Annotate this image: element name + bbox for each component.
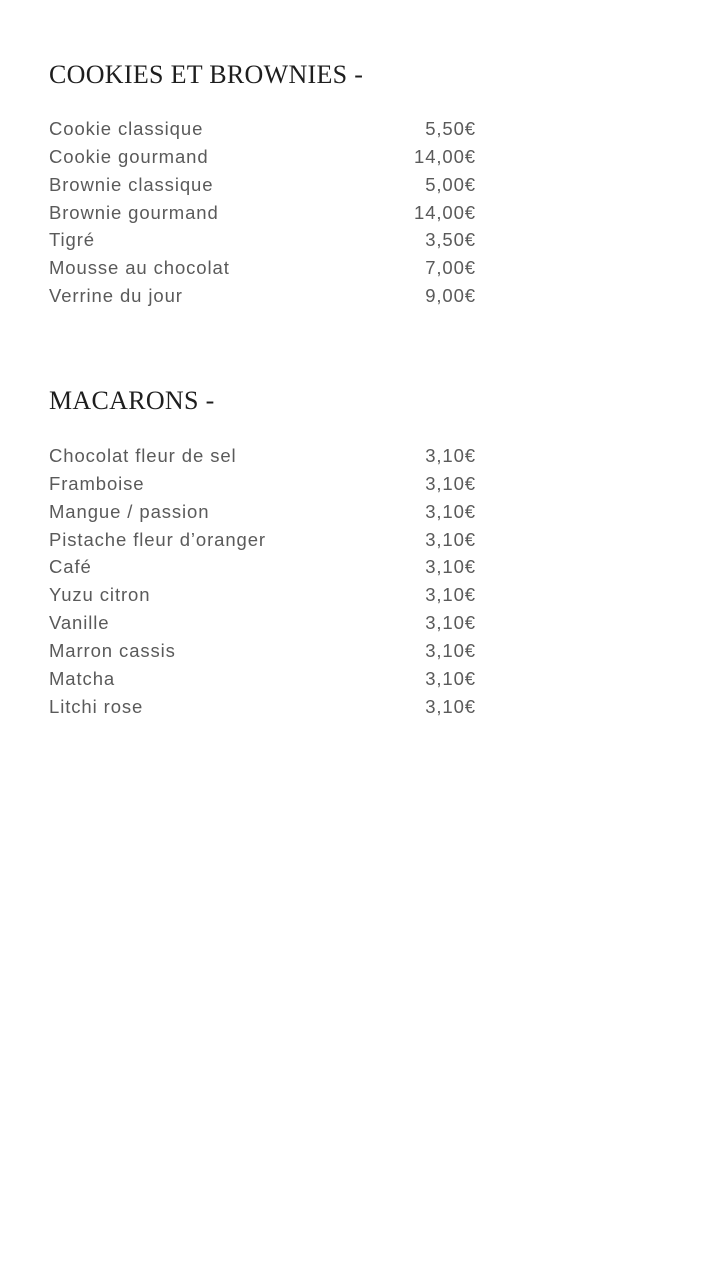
item-name: Litchi rose <box>49 695 144 717</box>
item-price: 5,00€ <box>425 173 476 195</box>
item-price: 3,10€ <box>425 612 476 634</box>
menu-list-macarons <box>49 442 476 720</box>
item-price: 7,00€ <box>425 257 476 279</box>
menu-item <box>49 226 476 254</box>
menu-item <box>49 581 476 609</box>
menu-item <box>49 637 476 665</box>
menu-item <box>49 282 476 310</box>
menu-list-cookies-brownies <box>49 115 476 310</box>
item-name: Verrine du jour <box>49 285 183 307</box>
menu-item <box>49 693 476 721</box>
item-name: Tigré <box>49 229 95 251</box>
item-price: 3,10€ <box>425 639 476 661</box>
item-name: Cookie classique <box>49 118 204 139</box>
item-name: Framboise <box>49 472 145 494</box>
menu-item <box>49 254 476 282</box>
menu-item <box>49 470 476 498</box>
item-name: Pistache fleur d’oranger <box>49 528 266 550</box>
item-price: 14,00€ <box>414 201 476 223</box>
item-name: Brownie gourmand <box>49 201 219 223</box>
item-name: Café <box>49 556 92 578</box>
menu-item <box>49 442 476 470</box>
menu-item <box>49 553 476 581</box>
menu-item <box>49 609 476 637</box>
item-price: 3,10€ <box>425 667 476 689</box>
menu-item <box>49 115 476 143</box>
item-price: 3,10€ <box>425 445 476 466</box>
item-name: Matcha <box>49 667 116 689</box>
item-price: 3,10€ <box>425 695 476 717</box>
item-price: 3,10€ <box>425 556 476 578</box>
item-price: 9,00€ <box>425 285 476 307</box>
item-name: Mousse au chocolat <box>49 257 230 279</box>
item-price: 3,10€ <box>425 500 476 522</box>
item-name: Yuzu citron <box>49 584 151 606</box>
section-title-macarons: MACARONS - <box>49 386 215 415</box>
item-name: Brownie classique <box>49 173 214 195</box>
item-name: Chocolat fleur de sel <box>49 445 237 466</box>
item-name: Vanille <box>49 612 110 634</box>
item-price: 5,50€ <box>425 118 476 139</box>
menu-item <box>49 665 476 693</box>
item-name: Marron cassis <box>49 639 176 661</box>
menu-item <box>49 171 476 199</box>
menu-item <box>49 498 476 526</box>
item-price: 3,10€ <box>425 528 476 550</box>
section-title-cookies-brownies: COOKIES ET BROWNIES - <box>49 60 364 89</box>
item-name: Mangue / passion <box>49 500 210 522</box>
menu-item <box>49 199 476 227</box>
item-price: 3,10€ <box>425 584 476 606</box>
item-name: Cookie gourmand <box>49 145 209 167</box>
item-price: 3,50€ <box>425 229 476 251</box>
menu-item <box>49 143 476 171</box>
item-price: 14,00€ <box>414 145 476 167</box>
item-price: 3,10€ <box>425 472 476 494</box>
menu-item <box>49 526 476 554</box>
